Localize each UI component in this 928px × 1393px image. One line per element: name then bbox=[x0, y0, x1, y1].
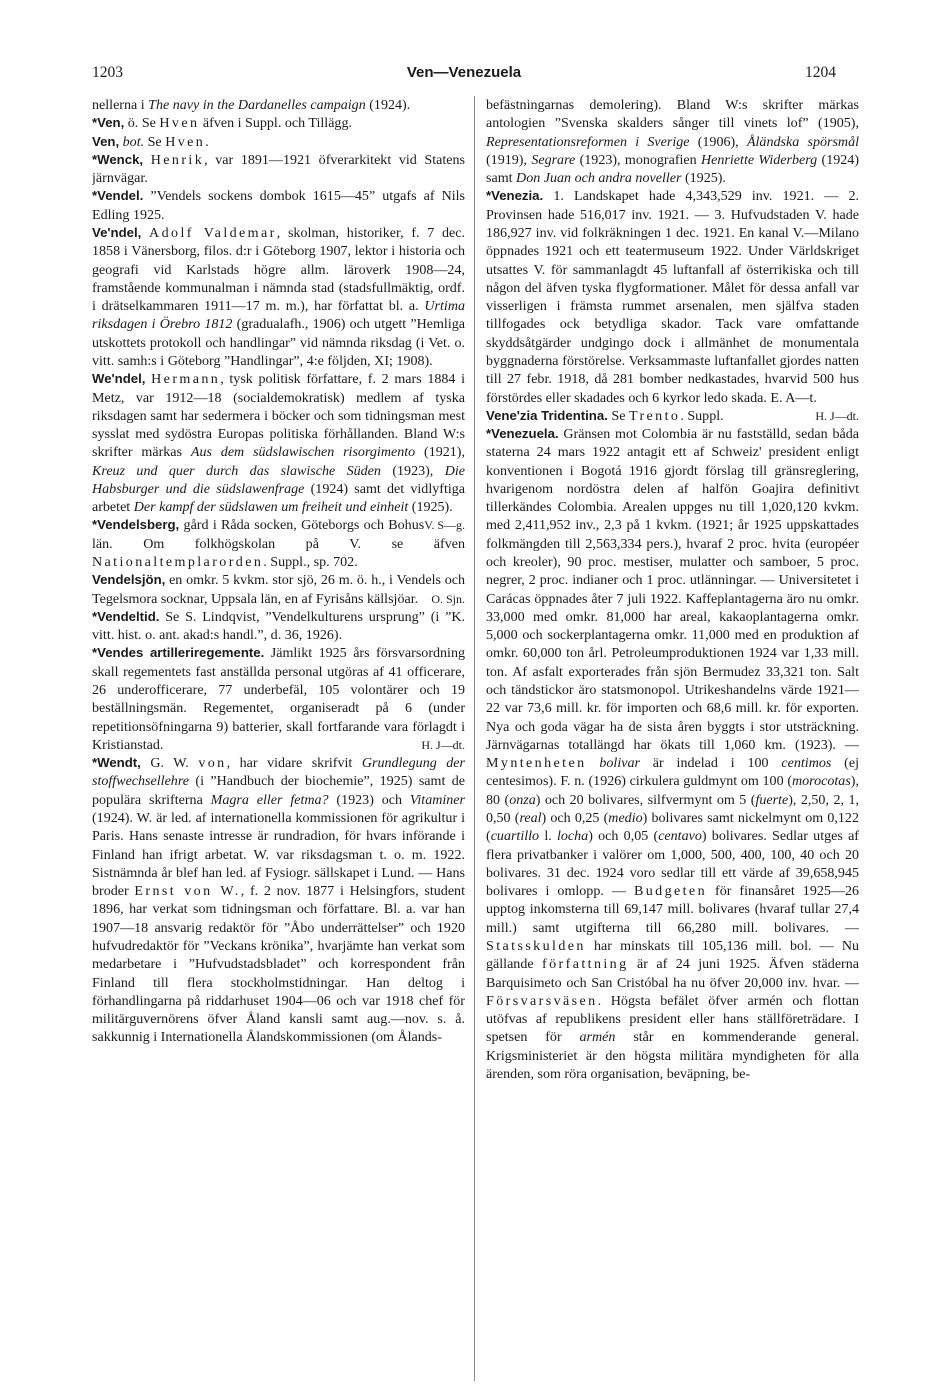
dictionary-entry bbox=[486, 425, 859, 1083]
italic-text: onza bbox=[509, 791, 536, 808]
entry-text: Se bbox=[607, 407, 629, 424]
entry-headword: *Venezuela. bbox=[486, 426, 559, 442]
spaced-text: Trento bbox=[628, 407, 681, 424]
entry-text: l. bbox=[539, 828, 557, 845]
spaced-text: Hven bbox=[159, 115, 200, 132]
entry-text: . Suppl. bbox=[680, 407, 724, 424]
entry-headword: *Ven, bbox=[92, 115, 125, 131]
entry-text: (1919), bbox=[486, 151, 532, 168]
entry-headword: Ve'ndel, bbox=[92, 224, 142, 240]
spaced-text: Henrik bbox=[150, 151, 205, 168]
entry-text: befästningarnas demolering). Bland W:s skrifter märkas antologien ”Svenska skalders sånger till vinets lof” (1905), bbox=[486, 97, 859, 132]
entry-text bbox=[143, 152, 151, 168]
spaced-text: författning bbox=[542, 956, 629, 973]
entry-text: (1924) samt det vidlyftiga arbetet bbox=[92, 480, 465, 516]
entry-text: Se bbox=[144, 133, 166, 150]
italic-text: centimos bbox=[781, 755, 832, 772]
entry-text: är af 24 juni 1925. Äfven städerna Barquisimeto och San Cristóbal ha nu öfver 20,000 inv. hvar. — bbox=[486, 956, 859, 991]
italic-text: Die Habsburger und die südslawenfrage bbox=[92, 462, 465, 497]
spaced-text: Hermann bbox=[151, 371, 221, 388]
spaced-text: Försvarsväsen bbox=[486, 992, 598, 1009]
dictionary-entry bbox=[92, 608, 465, 645]
column-divider bbox=[474, 96, 475, 1381]
entry-text: Jämlikt 1925 års försvarsordning skall regementets fast anställda personal utgöras af 41 officerare, 26 underofficerare, 77 underbefäl, 105 volontärer och 19 beställningsmän. Regementet, organiseradt på 6 (under repetitionsöfningarna 9) batterier, skall fortfarande vara förlagdt i Kristianstad. bbox=[92, 645, 465, 753]
spaced-text: Ernst von W. bbox=[134, 883, 241, 900]
entry-text: (1923) och bbox=[328, 791, 410, 808]
entry-text: har minskats till 105,136 mill. bol. — Nu gällande bbox=[486, 937, 859, 973]
italic-text: Don Juan och andra noveller bbox=[516, 170, 682, 187]
entry-text: . Högsta befälet öfver armén och flottan utöfvas af republikens president eller hans ställföreträdare. I spetsen för bbox=[486, 992, 859, 1046]
italic-text: real bbox=[519, 809, 542, 826]
entry-text: ) bolivares samt nickelmynt om 0,122 ( bbox=[486, 809, 859, 845]
dictionary-entry bbox=[486, 96, 859, 187]
entry-text: (1923), monografien bbox=[575, 151, 702, 168]
entry-text: gård i Råda socken, Göteborgs och Bohus län. Om folkhögskolan på V. se äfven bbox=[92, 517, 465, 552]
spaced-text: von bbox=[198, 755, 227, 772]
entry-text: ) bolivares. Sedlar utges af flera privatbanker i valörer om 1,000, 500, 400, 100, 40 och 20 bolivares. 31 dec. 1924 voro sedlar till ett värde af 39,658,945 bolivares i omlopp. — bbox=[486, 828, 859, 900]
italic-text: Urtima riksdagen i Örebro 1812 bbox=[92, 298, 465, 333]
entry-text: (1924) samt bbox=[486, 151, 859, 187]
italic-text: Der kampf der südslawen um freiheit und einheit bbox=[133, 499, 409, 516]
dictionary-entry bbox=[92, 133, 465, 151]
entry-headword: We'ndel, bbox=[92, 371, 146, 387]
entry-text: (1923), bbox=[380, 462, 445, 479]
entry-headword: Vendelsjön, bbox=[92, 572, 166, 588]
entry-text: ö. Se bbox=[124, 115, 160, 132]
entry-headword: *Vendes artilleriregemente. bbox=[92, 645, 265, 661]
entry-headword: *Wenck, bbox=[92, 151, 144, 167]
italic-text: Magra eller fetma? bbox=[210, 791, 329, 808]
entry-signature: O. Sjn. bbox=[431, 591, 465, 606]
italic-text: The navy in the Dardanelles campaign bbox=[148, 97, 366, 113]
dictionary-entry bbox=[92, 571, 465, 608]
entry-text: ), 2,50, 2, 1, 0,50 ( bbox=[486, 791, 859, 826]
dictionary-entry bbox=[92, 754, 465, 1047]
entry-text: ”Vendels sockens dombok 1615—45” utgafs af Nils Edling 1925. bbox=[92, 188, 465, 223]
entry-text: , skolman, historiker, f. 7 dec. 1858 i Vänersborg, filos. d:r i Göteborg 1907, lektor i historia och geografi vid Karlstads högre allm. läroverk 1908—24, framstående kommunalman i nämnda stad (stadsfullmäktig, ordf. i drätselkammaren 1911—17 m. m.), har författat bl. a. bbox=[92, 224, 465, 315]
italic-text: Vitaminer bbox=[409, 791, 465, 808]
entry-text: står en kommenderande general. Krigsministeriet är den högsta militära myndigheten för alla ärenden, som röra organisation, beväpning, be- bbox=[486, 1029, 859, 1082]
italic-text: medio bbox=[608, 809, 643, 826]
dictionary-entry bbox=[92, 96, 465, 114]
spaced-text: Myntenheten bbox=[486, 755, 587, 772]
italic-text: Aus dem südslawischen risorgimento bbox=[190, 444, 416, 461]
entry-signature: H. J—dt. bbox=[421, 737, 465, 752]
entry-text: (ej centesimos). F. n. (1926) cirkulera guldmynt om 100 ( bbox=[486, 755, 859, 790]
entry-headword: Ven, bbox=[92, 133, 120, 149]
entry-text: 1. Landskapet hade 4,343,529 inv. 1921. — 2. Provinsen hade 516,017 inv. 1921. — 3. Hufvudstaden V. hade 186,927 inv. vid folkräkningen 1 dec. 1921. En kanal V.—Milano öppnades 1921 och ett teatermuseum 1922. Under Världskriget utsattes V. för sammanlagdt 45 luftanfall af österrikiska och till någon del äfven tyska flygformationer. Målet för dessa anfall var visserligen i främsta rummet arsenalen, men själfva staden tillfogades ock betydliga skador. Tack vare omfattande skyddsåtgärder undgingo dock i allmänhet de monumentala byggnaderna förstörelse. Verksammaste luftanfallet gjordes natten till 27 febr. 1918, då 281 bomber nedkastades, hvarvid 500 hus förstördes eller skadades och 6 kyrkor ledo skada. E. A—t. bbox=[486, 188, 859, 406]
entry-text: G. W. bbox=[140, 755, 199, 772]
entry-text: (1921), bbox=[415, 444, 465, 461]
entry-signature: H. J—dt. bbox=[815, 408, 859, 423]
italic-text: morocotas bbox=[792, 773, 851, 790]
entry-headword: *Vendel. bbox=[92, 188, 144, 204]
entry-text: är indelad i 100 bbox=[639, 755, 782, 772]
entry-text: Se S. Lindqvist, ”Vendelkulturens ursprung” (i ”K. vitt. hist. o. ant. akad:s handl.”, d. 36, 1926). bbox=[92, 608, 465, 644]
italic-text: Segrare bbox=[531, 151, 576, 168]
italic-text: bolivar bbox=[599, 755, 640, 772]
entry-text: (1924). W. är led. af internationella kommissionen för agrikultur i Paris. Hans senaste intresse är rundradion, för hvars införande i Finland han ifrigt arbetat. W. var riksdagsman t. o. m. 1922. Sistnämnda år blef han led. af Fysiogr. sällskapet i Lund. — Hans broder bbox=[92, 809, 465, 900]
italic-text: Kreuz und quer durch das slawische Süden bbox=[92, 462, 381, 479]
entry-headword: *Vendelsberg, bbox=[92, 517, 180, 533]
entry-text: nellerna i bbox=[92, 97, 149, 113]
entry-text: . bbox=[205, 133, 209, 150]
entry-headword: *Venezia. bbox=[486, 188, 544, 204]
entry-text: (i ”Handbuch der biochemie”, 1925) samt de populära skrifterna bbox=[92, 773, 465, 808]
page-number-left: 1203 bbox=[92, 64, 123, 81]
spaced-text: Hven bbox=[165, 133, 206, 150]
italic-text: locha bbox=[557, 828, 589, 845]
entry-text: , har vidare skrifvit bbox=[226, 755, 362, 772]
italic-text: Grundlegung der stoffwechsellehre bbox=[92, 755, 465, 790]
right-column bbox=[486, 96, 859, 1381]
italic-text: cuartillo bbox=[490, 828, 540, 845]
page-header bbox=[92, 64, 836, 86]
entry-text bbox=[587, 755, 600, 771]
italic-text: armén bbox=[579, 1029, 616, 1046]
italic-text: Åländska spörsmål bbox=[746, 133, 859, 150]
spaced-text: Budgeten bbox=[633, 883, 707, 900]
entry-text: (1925). bbox=[408, 499, 453, 516]
entry-text: , f. 2 nov. 1877 i Helsingfors, student 1896, har verkat som tidningsman och författare. Bl. a. var han 1907—18 ansvarig redaktör för ”Åbo underrättelser” och 1920 hufvudredaktör för ”Veckans krönika”, hvarjämte han verkat som medarbetare i ”Hufvudstadsbladet” och korrespondent från Finland till flera stockholmstidningar. Han deltog i förhandlingarna på riddarhuset 1904—06 och var 1918 chef för militärguvernörens öfver Åland kansli samt aug.—nov. s. å. sakkunnig i Internationella Ålandskommissionen (om Ålands- bbox=[92, 883, 465, 1046]
entry-text: för finansåret 1925—26 upptog inkomsterna till 69,147 mill. bolivares (hvaraf tullar 27,4 mill.) samt utgifterna till 66,280 mill. bolivares. — bbox=[486, 883, 859, 936]
entry-text: , var 1891—1921 öfverarkitekt vid Statens järnvägar. bbox=[92, 151, 465, 187]
entry-headword: *Wendt, bbox=[92, 755, 141, 771]
entry-text: ) och 0,05 ( bbox=[588, 828, 659, 845]
page-number-right: 1204 bbox=[805, 64, 836, 81]
italic-text: centavo bbox=[658, 828, 702, 845]
italic-text: bot. bbox=[122, 133, 145, 150]
italic-text: Henriette Widerberg bbox=[701, 151, 818, 168]
entry-text: (1925). bbox=[681, 170, 726, 187]
entry-text: ), 80 ( bbox=[486, 773, 859, 808]
italic-text: Representationsreformen i Sverige bbox=[486, 133, 690, 150]
entry-text: en omkr. 5 kvkm. stor sjö, 26 m. ö. h., i Vendels och Tegelsmora socknar, Uppsala län, en af Fyrisåns källsjöar. bbox=[92, 572, 465, 607]
entry-text: , tysk politisk författare, f. 2 mars 1884 i Metz, var 1912—18 (socialdemokratisk) medlem af tyska riksdagen samt har sedermera i böcker och som tidningsman mest sysslat med sydöstra Europas politiska förhållanden. Bland W:s skrifter märkas bbox=[92, 371, 465, 461]
dictionary-entry bbox=[92, 187, 465, 224]
spaced-text: Statsskulden bbox=[486, 937, 586, 954]
entry-headword: Vene'zia Tridentina. bbox=[486, 407, 608, 423]
entry-text bbox=[141, 225, 149, 241]
dictionary-entry bbox=[92, 151, 465, 188]
entry-text: ) och 20 bolivares, silfvermynt om 5 ( bbox=[535, 791, 756, 808]
dictionary-entry bbox=[486, 407, 859, 425]
entry-text: . Suppl., sp. 702. bbox=[263, 554, 358, 571]
entry-signature: V. S—g. bbox=[424, 518, 465, 533]
italic-text: fuerte bbox=[755, 791, 789, 808]
spaced-text: Adolf Valdemar bbox=[149, 224, 277, 241]
entry-text: (1906), bbox=[689, 133, 747, 150]
entry-headword: *Vendeltid. bbox=[92, 608, 160, 624]
dictionary-entry bbox=[92, 224, 465, 370]
dictionary-entry bbox=[92, 516, 465, 571]
dictionary-entry bbox=[92, 644, 465, 754]
running-title: Ven—Venezuela bbox=[406, 64, 522, 81]
left-column bbox=[92, 96, 465, 1381]
entry-text: äfven i Suppl. och Tillägg. bbox=[199, 115, 352, 132]
spaced-text: Nationaltemplarorden bbox=[92, 554, 264, 571]
dictionary-entry bbox=[92, 114, 465, 132]
entry-text: ) och 0,25 ( bbox=[541, 809, 609, 826]
entry-text: Gränsen mot Colombia är nu fastställd, sedan båda staterna 24 mars 1922 antagit ett af Schweiz' president enligt konventionen i Bogotá 1916 gjordt förslag till gränsreglering, hvarigenom nordöstra delen af halfön Goajira definitivt tillerkändes Colombia. Arealen uppges nu till 1,020,120 kvkm. med 2,411,952 inv., 2,3 på 1 kvkm. (1921; år 1925 uppskattades folkmängden till 2,563,334 pers.), hvaraf 2 proc. hvita (européer och kreoler), 90 proc. mestiser, mulatter och samboer, 5 proc. negrer, 2 proc. indianer och 1 proc. utlänningar. — Universitetet i Carácas öppnades åter 7 juli 1922. Kaffeplantagerna äro nu omkr. 33,000 med omkr. 81,000 har areal, kakaoplantagerna omkr. 5,000 och sockerplantagerna omkr. 11,000 med en produktion af omkr. 60,000 ton årl. Petroleumproduktionen 1924 var 1,33 mill. ton. Af asfalt exporterades från sjön Bermudez 33,321 ton. Salt och tändstickor äro statsmonopol. Utrikeshandelns värde 1921—22 var 73,6 mill. kr. för importen och 68,6 mill. kr. för exporten. Nya och goda vägar ha de sista åren byggts i stor utsträckning. Järnvägarnas totallängd har ökats till 1,060 km. (1923). — bbox=[486, 426, 859, 753]
entry-text: (gradualafh., 1906) och utgett ”Hemliga utskottets protokoll och handlingar” vid nämnda riksdag (i Vet. o. vitt. samh:s i Göteborg ”Handlingar”, 4:e följden, XI; 1908). bbox=[92, 316, 465, 369]
entry-text: (1924). bbox=[365, 97, 411, 113]
